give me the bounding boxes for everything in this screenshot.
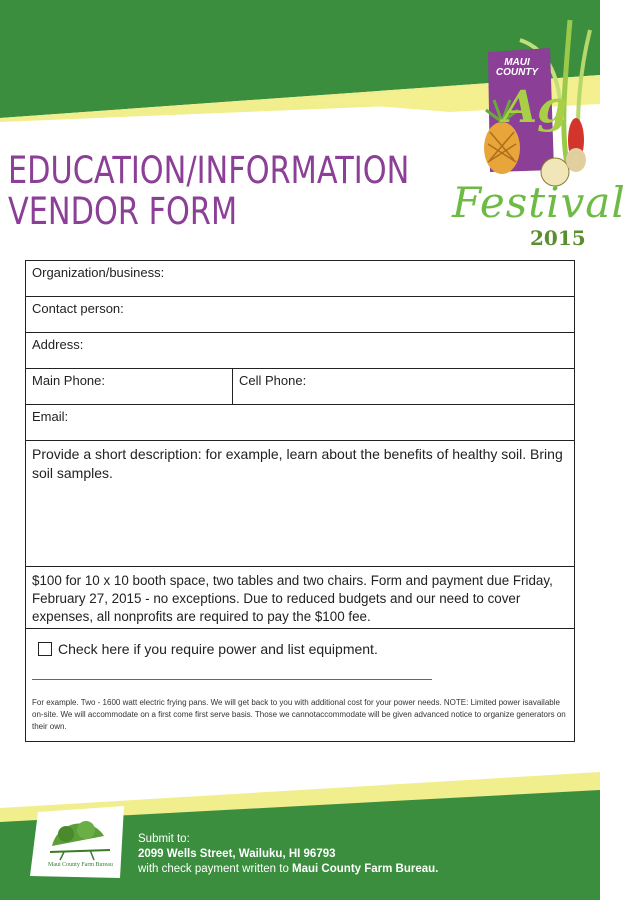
power-option (38, 641, 378, 657)
email-field[interactable] (26, 405, 574, 441)
contact-label: Contact person: (32, 301, 124, 316)
address-label: Address: (32, 337, 84, 352)
payment-prefix: with check payment written to (138, 863, 293, 875)
page-title (8, 150, 409, 232)
description-text: Provide a short description: for example, learn about the benefits of healthy soil. Bring soil samples. (32, 446, 563, 481)
logo-festival-text: Festival (452, 178, 626, 227)
organization-field[interactable] (26, 261, 574, 297)
vendor-form (25, 260, 575, 742)
fee-text: $100 for 10 x 10 booth space, two tables and two chairs. Form and payment due Friday, February 27, 2015 - no exceptions. Due to reduced budgets and our need to cover expenses, all nonprofits are required to pay the $100 fee. (32, 573, 553, 624)
submit-address: 2099 Wells Street, Wailuku, HI 96793 (138, 848, 336, 860)
cell-phone-label: Cell Phone: (239, 373, 307, 388)
payee-name: Maui County Farm Bureau. (292, 863, 439, 875)
description-field[interactable] (26, 441, 574, 567)
ag-festival-logo (450, 20, 626, 260)
equipment-input-line[interactable] (32, 679, 432, 680)
title-line-2: VENDOR FORM (8, 190, 238, 233)
organization-label: Organization/business: (32, 265, 165, 280)
email-label: Email: (32, 409, 69, 424)
logo-year-text: 2015 (530, 226, 586, 250)
power-note: For example. Two - 1600 watt electric frying pans. We will get back to you with additional cost for your power needs. NOTE: Limited power isavailable on-site. We will accommodate on a first come first serve basis. Those we cannotaccommodate will be given advanced notice to organize generators on their own. (32, 698, 566, 731)
cell-phone-field[interactable] (233, 369, 574, 405)
logo-ag-text: Ag (503, 82, 568, 133)
title-line-1: EDUCATION/INFORMATION (8, 149, 410, 192)
logo-county-text: MAUI COUNTY (495, 57, 539, 78)
contact-field[interactable] (26, 297, 574, 333)
fee-info (26, 567, 574, 629)
main-phone-field[interactable] (26, 369, 233, 405)
main-phone-label: Main Phone: (32, 373, 105, 388)
farm-bureau-name: Maui County Farm Bureau (48, 862, 113, 868)
submit-info (138, 832, 438, 877)
address-field[interactable] (26, 333, 574, 369)
power-label: Check here if you require power and list equipment. (58, 641, 378, 657)
power-checkbox[interactable] (38, 642, 52, 656)
submit-to-label: Submit to: (138, 833, 190, 845)
